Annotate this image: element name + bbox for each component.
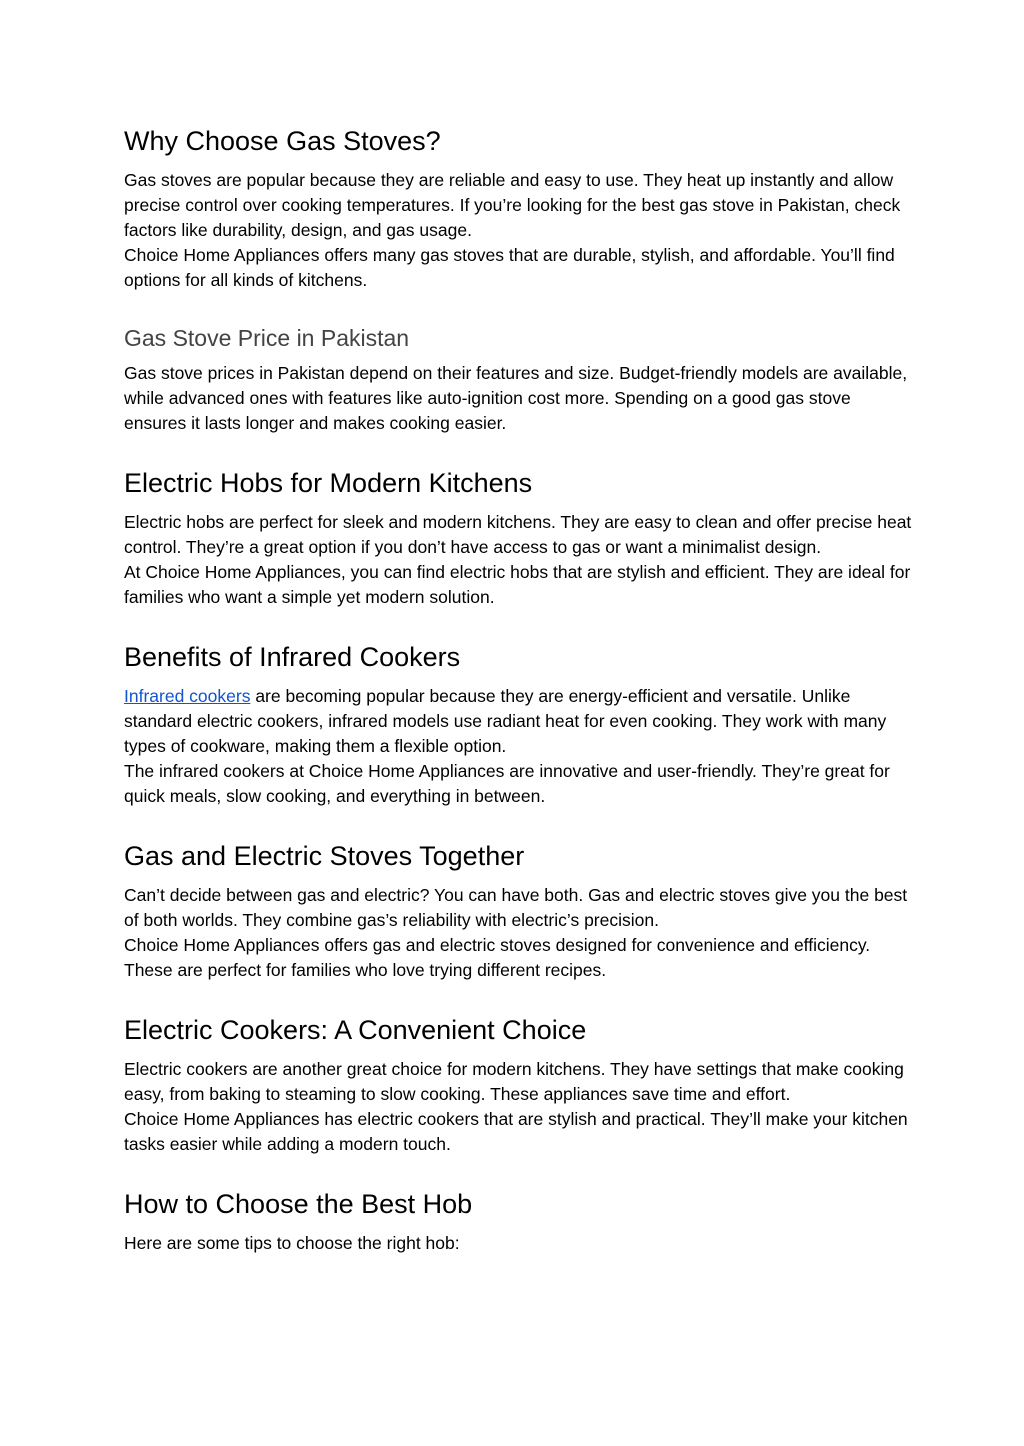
section-heading: Benefits of Infrared Cookers bbox=[124, 642, 461, 672]
paragraph: The infrared cookers at Choice Home Appliances are innovative and user-friendly. They’re great for quick meals, slow cooking, and everything in between. bbox=[124, 761, 890, 806]
paragraph: Choice Home Appliances offers gas and electric stoves designed for convenience and efficiency. These are perfect for families who love trying different recipes. bbox=[124, 935, 871, 980]
section-heading: Gas and Electric Stoves Together bbox=[124, 841, 525, 871]
section-subheading: Gas Stove Price in Pakistan bbox=[124, 325, 410, 351]
document-page bbox=[124, 124, 914, 1286]
paragraph: Choice Home Appliances has electric cookers that are stylish and practical. They’ll make your kitchen tasks easier while adding a modern touch. bbox=[124, 1109, 908, 1154]
paragraph: Electric hobs are perfect for sleek and modern kitchens. They are easy to clean and offer precise heat control. They’re a great option if you don’t have access to gas or want a minimalist design. bbox=[124, 512, 912, 557]
paragraph: Choice Home Appliances offers many gas stoves that are durable, stylish, and affordable. You’ll find options for all kinds of kitchens. bbox=[124, 245, 895, 290]
section-heading: How to Choose the Best Hob bbox=[124, 1189, 473, 1219]
section-choose-best-hob bbox=[124, 1187, 914, 1256]
section-heading: Electric Hobs for Modern Kitchens bbox=[124, 468, 533, 498]
infrared-cookers-link[interactable]: Infrared cookers bbox=[124, 686, 251, 706]
paragraph-text: are becoming popular because they are energy-efficient and versatile. Unlike standard electric cookers, infrared models use radiant heat for even cooking. They work with many types of cookware, making them a flexible option. bbox=[124, 686, 887, 756]
paragraph: Gas stove prices in Pakistan depend on their features and size. Budget-friendly models are available, while advanced ones with features like auto-ignition cost more. Spending on a good gas stove ensures it lasts longer and makes cooking easier. bbox=[124, 363, 908, 433]
section-gas-and-electric bbox=[124, 839, 914, 983]
section-electric-hobs bbox=[124, 466, 914, 610]
paragraph: Electric cookers are another great choice for modern kitchens. They have settings that make cooking easy, from baking to steaming to slow cooking. These appliances save time and effort. bbox=[124, 1059, 904, 1104]
paragraph: Gas stoves are popular because they are reliable and easy to use. They heat up instantly and allow precise control over cooking temperatures. If you’re looking for the best gas stove in Pakistan, check factors like durability, design, and gas usage. bbox=[124, 170, 901, 240]
section-why-gas-stoves bbox=[124, 124, 914, 293]
section-infrared-cookers bbox=[124, 640, 914, 809]
paragraph: At Choice Home Appliances, you can find electric hobs that are stylish and efficient. They are ideal for families who want a simple yet modern solution. bbox=[124, 562, 911, 607]
section-heading: Electric Cookers: A Convenient Choice bbox=[124, 1015, 587, 1045]
section-electric-cookers bbox=[124, 1013, 914, 1157]
paragraph-with-link bbox=[124, 684, 914, 759]
section-gas-stove-price bbox=[124, 323, 914, 436]
paragraph: Here are some tips to choose the right hob: bbox=[124, 1233, 460, 1253]
paragraph: Can’t decide between gas and electric? You can have both. Gas and electric stoves give you the best of both worlds. They combine gas’s reliability with electric’s precision. bbox=[124, 885, 908, 930]
section-heading: Why Choose Gas Stoves? bbox=[124, 126, 441, 156]
